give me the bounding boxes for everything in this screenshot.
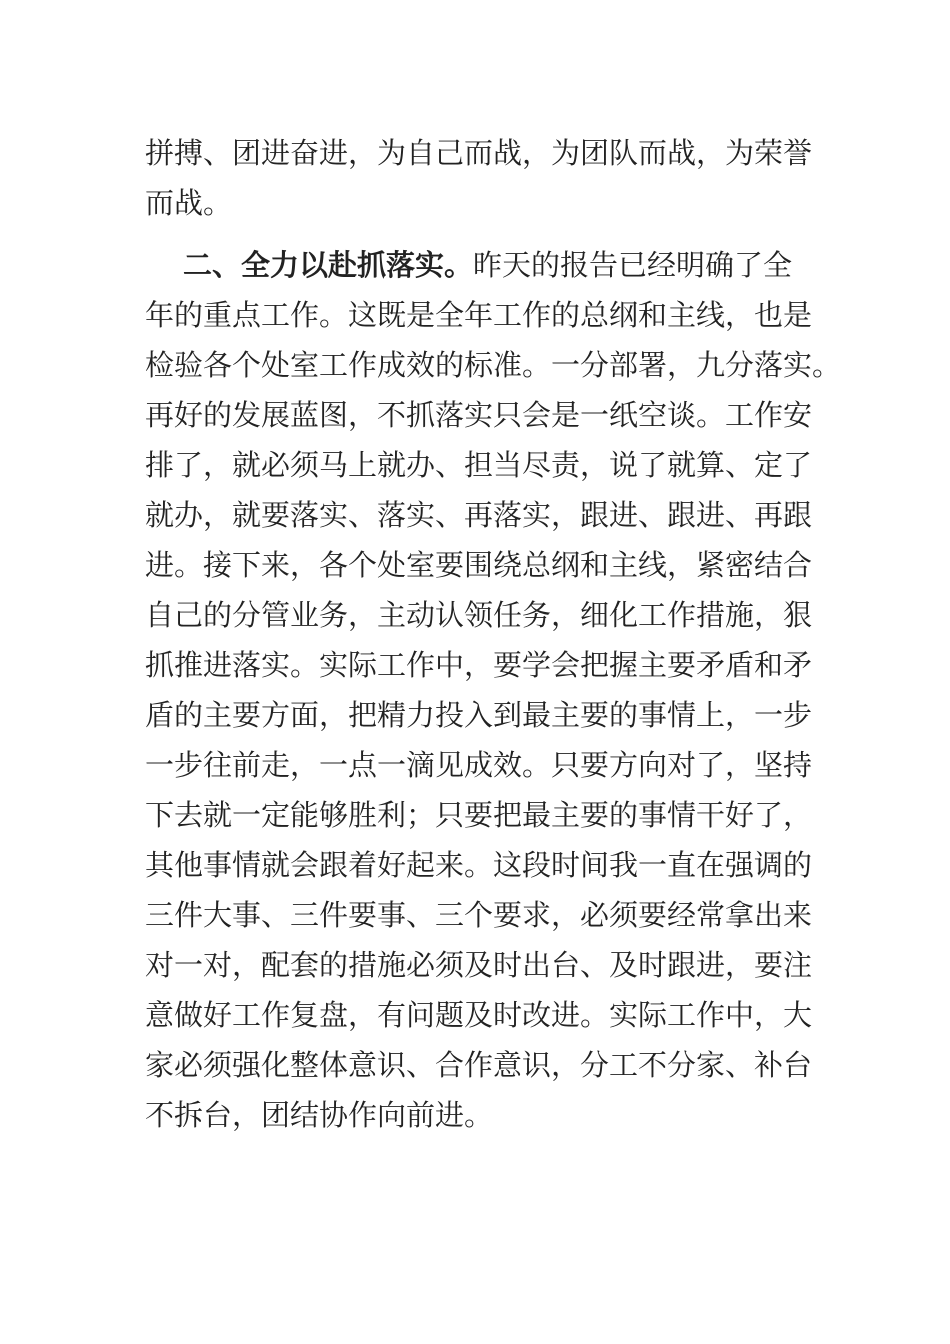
paragraph-line: 三件大事、三件要事、三个要求，必须要经常拿出来 <box>145 898 813 932</box>
section-first-line-text: 昨天的报告已经明确了全 <box>473 248 793 282</box>
continuation-paragraph <box>145 128 813 228</box>
paragraph-line: 排了，就必须马上就办、担当尽责，说了就算、定了 <box>145 448 813 482</box>
paragraph-line: 年的重点工作。这既是全年工作的总纲和主线，也是 <box>145 298 813 332</box>
paragraph-line: 盾的主要方面，把精力投入到最主要的事情上，一步 <box>145 698 813 732</box>
paragraph-line: 自己的分管业务，主动认领任务，细化工作措施，狠 <box>145 598 813 632</box>
paragraph-line: 意做好工作复盘，有问题及时改进。实际工作中，大 <box>145 998 813 1032</box>
paragraph-line: 检验各个处室工作成效的标准。一分部署，九分落实。 <box>145 348 842 382</box>
paragraph-line: 进。接下来，各个处室要围绕总纲和主线，紧密结合 <box>145 548 813 582</box>
section-paragraph <box>145 240 842 1140</box>
paragraph-line: 其他事情就会跟着好起来。这段时间我一直在强调的 <box>145 848 813 882</box>
paragraph-line: 拼搏、团进奋进，为自己而战，为团队而战，为荣誉 <box>145 136 813 170</box>
paragraph-line: 不拆台，团结协作向前进。 <box>145 1098 494 1132</box>
paragraph-line: 而战。 <box>145 186 233 220</box>
section-heading: 二、全力以赴抓落实。 <box>183 248 474 282</box>
paragraph-line: 就办，就要落实、落实、再落实，跟进、跟进、再跟 <box>145 498 813 532</box>
paragraph-line: 再好的发展蓝图，不抓落实只会是一纸空谈。工作安 <box>145 398 813 432</box>
paragraph-line: 家必须强化整体意识、合作意识，分工不分家、补台 <box>145 1048 813 1082</box>
paragraph-line: 下去就一定能够胜利；只要把最主要的事情干好了， <box>145 798 813 832</box>
paragraph-line: 抓推进落实。实际工作中，要学会把握主要矛盾和矛 <box>145 648 813 682</box>
paragraph-line: 对一对，配套的措施必须及时出台、及时跟进，要注 <box>145 948 813 982</box>
paragraph-line: 一步往前走，一点一滴见成效。只要方向对了，坚持 <box>145 748 813 782</box>
section-first-line <box>145 240 810 290</box>
